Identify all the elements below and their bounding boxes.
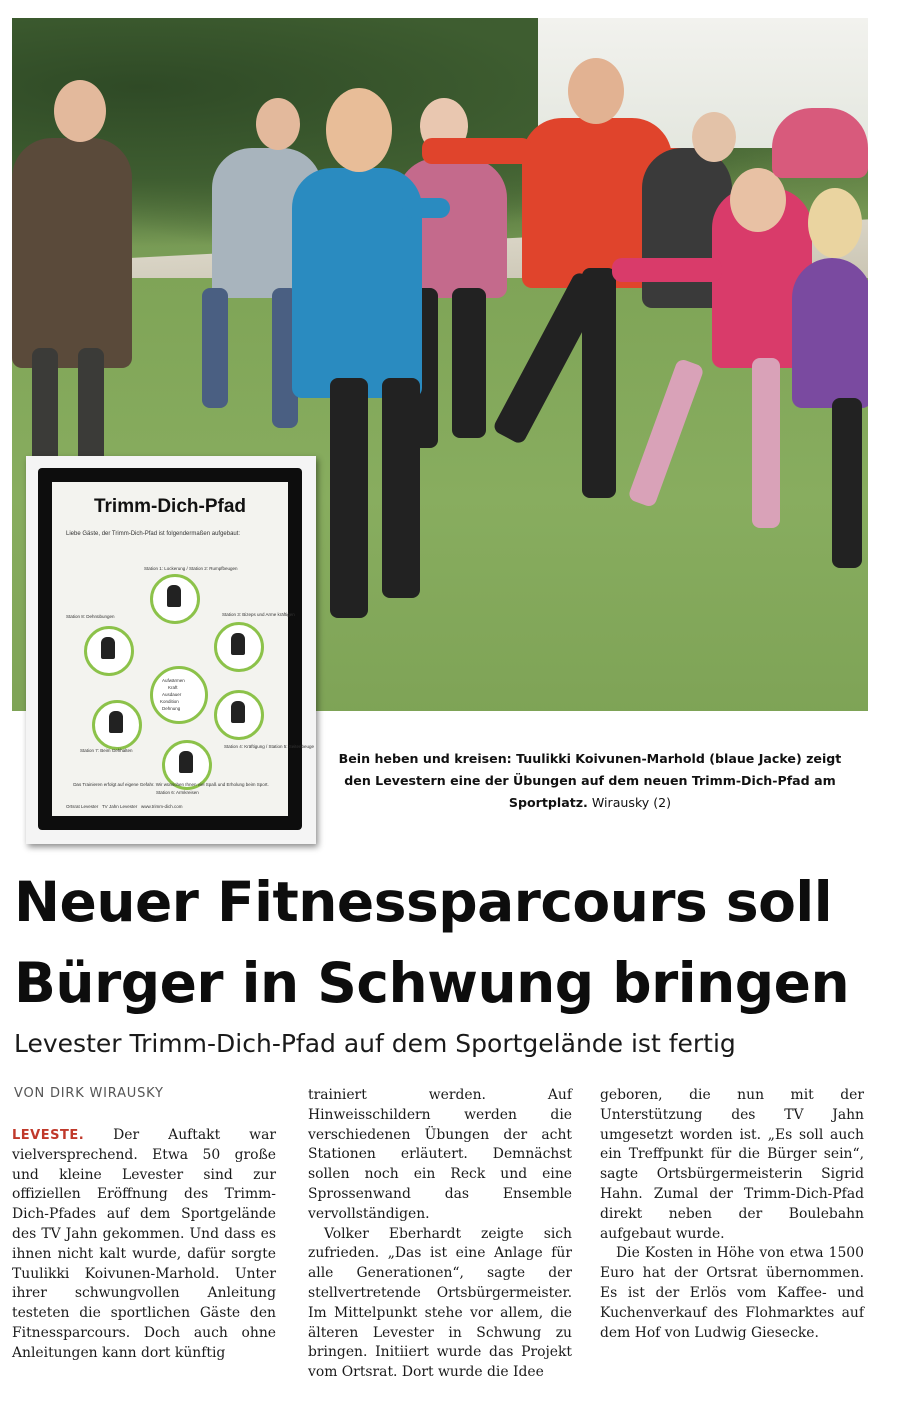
person-leg xyxy=(78,348,104,468)
station-circle xyxy=(214,690,264,740)
sign-logo-text: TV Jahn Levester xyxy=(101,804,138,809)
person-leg xyxy=(452,288,486,438)
article-paragraph: trainiert werden. Auf Hinweisschildern werden die verschiedenen Übungen der acht Stationen erläutert. Demnächst sollen noch ein Reck und eine Sprossenwand das Ensemble vervollständigen. xyxy=(308,1087,572,1222)
article-paragraph: Die Kosten in Höhe von etwa 1500 Euro hat der Ortsrat übernommen. Es ist der Erlös vom Kaffee- und Kuchenverkauf des Flohmarktes auf dem Hof von Ludwig Giesecke. xyxy=(600,1245,864,1341)
article-paragraph: Volker Eberhardt zeigte sich zufrieden. „Das ist eine Anlage für alle Generationen“, sagte der stellvertretende Ortsbürgermeister. Im Mittelpunkt stehe vor allem, die älteren Levester in Schwung zu bringen. Initiiert wurde das Projekt vom Ortsrat. Dort wurde die Idee xyxy=(308,1225,572,1381)
person-leg xyxy=(832,398,862,568)
person-leg xyxy=(382,378,420,598)
station-circle xyxy=(92,700,142,750)
person-head xyxy=(256,98,300,150)
photo-credit: Wirausky (2) xyxy=(591,795,672,810)
person-leg xyxy=(582,268,616,498)
center-label: Ausdauer xyxy=(162,692,182,697)
person-head xyxy=(730,168,786,232)
person-arm xyxy=(612,258,722,282)
sign-logos xyxy=(66,804,262,814)
person-arm xyxy=(402,198,450,218)
trimm-dich-sign xyxy=(38,468,315,830)
station-label: Station 4: Kräftigung / Station 5: Seitenbeuge xyxy=(224,744,315,749)
station-circle xyxy=(214,622,264,672)
article-column-2 xyxy=(308,1086,572,1383)
sign-intro: Liebe Gäste, der Trimm-Dich-Pfad ist folgendermaßen aufgebaut: xyxy=(66,531,241,537)
headline-line: Bürger in Schwung bringen xyxy=(14,951,850,1015)
station-label: Station 8: Dehnübungen xyxy=(66,614,115,619)
person-head xyxy=(692,112,736,162)
person-head xyxy=(326,88,392,172)
dateline: LEVESTE. xyxy=(12,1128,85,1143)
person-head xyxy=(808,188,862,258)
station-label: Station 7: Beim Gehhalten xyxy=(80,748,133,753)
sign-title: Trimm-Dich-Pfad xyxy=(93,496,247,517)
paragraph-text: Der Auftakt war vielversprechend. Etwa 50 große und kleine Levester sind zur offiziellen Eröffnung des Trimm-Dich-Pfades auf dem Sportgelände des TV Jahn gekommen. Und dass es ihnen nicht kalt wurde, dafür sorgte Tuulikki Koivunen-Marhold. Unter ihrer schwungvollen Anleitung testeten die sportlichen Gäste den Fitnessparcours. Doch auch ohne Anleitungen kann dort künftig xyxy=(12,1127,276,1361)
article-column-3 xyxy=(600,1086,864,1343)
person-purple-girl xyxy=(792,258,868,408)
headline xyxy=(14,862,894,1024)
sign-logo-text: www.trimm-dich.com xyxy=(140,804,183,809)
article-paragraph xyxy=(12,1126,276,1364)
person-background-pink xyxy=(772,108,868,178)
subheadline: Levester Trimm-Dich-Pfad auf dem Sportgelände ist fertig xyxy=(14,1029,736,1058)
station-circle xyxy=(84,626,134,676)
sign-footer: Das Trainieren erfolgt auf eigene Gefahr. Wir wünschen Ihnen viel Spaß und Erholung beim Sport. xyxy=(73,782,269,787)
inset-photo xyxy=(26,456,316,844)
article-column-1 xyxy=(12,1126,276,1364)
sign-logo-text: Ortsrat Levester xyxy=(66,804,99,809)
byline: VON DIRK WIRAUSKY xyxy=(14,1086,164,1101)
station-label: Station 3: Bizeps und Arme kräftigen xyxy=(222,612,295,617)
sign-board xyxy=(52,482,315,816)
center-label: Kraft xyxy=(168,685,178,690)
center-label: Kondition xyxy=(160,699,179,704)
station-label: Station 6: Armkreisen xyxy=(156,790,199,795)
headline-line: Neuer Fitnessparcours soll xyxy=(14,870,833,934)
center-label: Dehnung xyxy=(162,706,181,711)
station-circle xyxy=(150,574,200,624)
person-arm xyxy=(422,138,532,164)
person-brown-coat xyxy=(12,138,132,368)
person-leg xyxy=(202,288,228,408)
person-leg xyxy=(752,358,780,528)
person-head xyxy=(568,58,624,124)
person-leg xyxy=(330,378,368,618)
photo-caption xyxy=(330,748,850,814)
center-label: Aufwärmen xyxy=(162,678,185,683)
article-paragraph: geboren, die nun mit der Unterstützung des TV Jahn umgesetzt worden ist. „Es soll auch ein Treffpunkt für die Bürger sein“, sagte Ortsbürgermeisterin Sigrid Hahn. Zumal der Trimm-Dich-Pfad direkt neben der Boulebahn aufgebaut wurde. xyxy=(600,1087,864,1242)
caption-text: Bein heben und kreisen: Tuulikki Koivunen-Marhold (blaue Jacke) zeigt den Levestern eine der Übungen auf dem neuen Trimm-Dich-Pfad am Sportplatz. xyxy=(338,751,842,810)
person-head xyxy=(54,80,106,142)
station-label: Station 1: Lockerung / Station 2: Rumpfbeugen xyxy=(144,566,238,571)
